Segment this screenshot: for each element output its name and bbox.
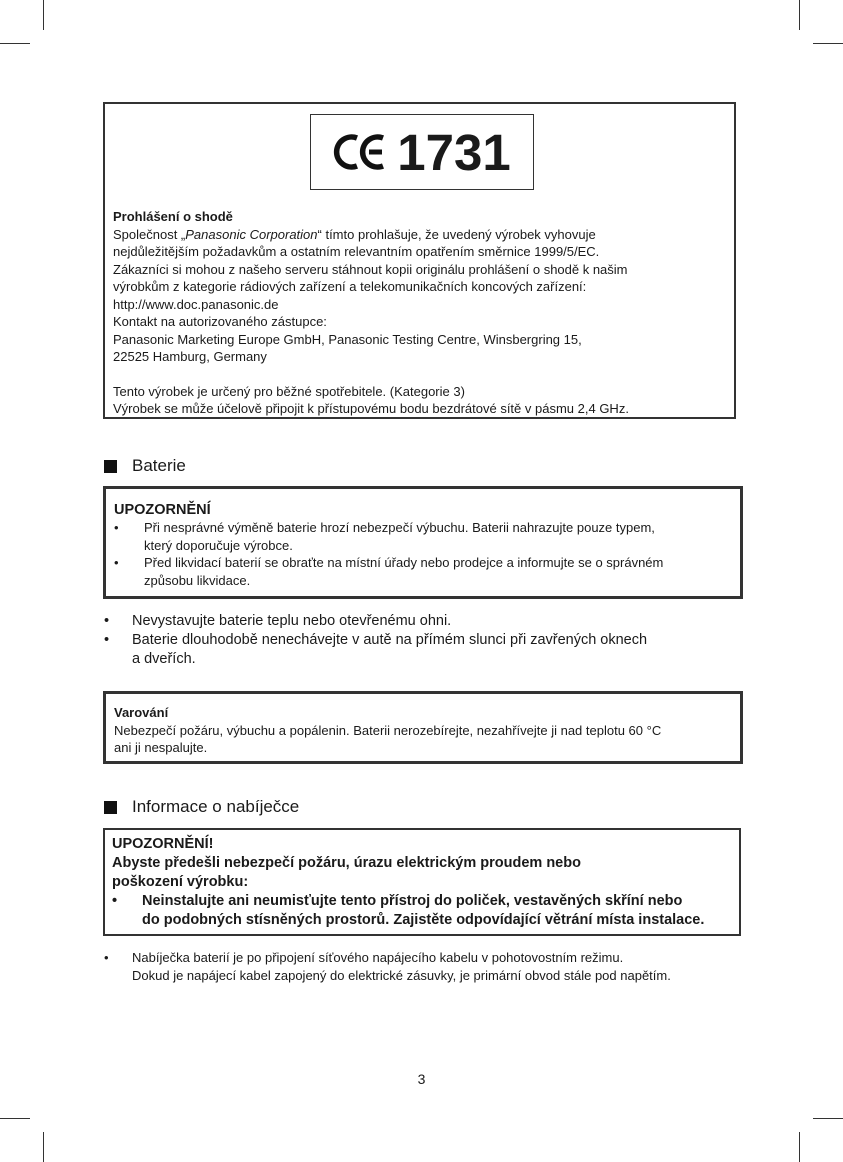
caution-title: UPOZORNĚNÍ (114, 502, 211, 518)
list-item: • Nevystavujte baterie teplu nebo otevřenému ohni. (104, 613, 452, 629)
crop-mark (813, 1118, 843, 1119)
caution-item: • Neinstalujte ani neumisťujte tento přístroj do poliček, vestavěných skříní nebo do podobných stísněných prostorů. Zajistěte odpovídající větrání místa instalace. (112, 893, 705, 928)
crop-mark (43, 1132, 44, 1162)
square-bullet-icon (104, 460, 117, 473)
charger-heading-text: Informace o nabíječce (132, 797, 300, 816)
warning-title: Varování (114, 705, 169, 720)
declaration-line: Společnost „Panasonic Corporation“ tímto prohlašuje, že uvedený výrobek vyhovuje (113, 226, 596, 242)
warning-line: Nebezpečí požáru, výbuchu a popálenin. Baterii nerozebírejte, nezahřívejte ji nad teplotu 60 °C (114, 722, 662, 738)
battery-heading (104, 456, 186, 476)
charger-caution-box (103, 828, 741, 936)
caution-item: • Při nesprávné výměně baterie hrozí nebezpečí výbuchu. Baterii nahrazujte pouze typem, který doporučuje výrobce. (114, 520, 655, 553)
declaration-line: Panasonic Marketing Europe GmbH, Panasonic Testing Centre, Winsbergring 15, (113, 331, 582, 347)
declaration-line: Výrobek se může účelově připojit k přístupovému bodu bezdrátové sítě v pásmu 2,4 GHz. (113, 401, 629, 416)
caution-line: Abyste předešli nebezpečí požáru, úrazu elektrickým proudem nebo (112, 855, 581, 871)
declaration-line: 22525 Hamburg, Germany (113, 349, 267, 364)
ce-marking (310, 114, 534, 190)
declaration-line: Zákazníci si mohou z našeho serveru stáhnout kopii originálu prohlášení o shodě k našim (113, 261, 628, 277)
caution-title: UPOZORNĚNÍ! (112, 836, 214, 852)
charger-heading (104, 797, 299, 817)
crop-mark (813, 43, 843, 44)
declaration-url: http://www.doc.panasonic.de (113, 296, 279, 312)
caution-line: poškození výrobku: (112, 874, 249, 890)
battery-warning-box (103, 691, 743, 764)
declaration-box (103, 102, 736, 419)
crop-mark (799, 0, 800, 30)
crop-mark (43, 0, 44, 30)
square-bullet-icon (104, 801, 117, 814)
charger-note (104, 949, 764, 985)
declaration-line: výrobkům z kategorie rádiových zařízení a telekomunikačních koncových zařízení: (113, 279, 587, 294)
list-item: • Baterie dlouhodobě nenechávejte v autě na přímém slunci při zavřených oknech a dveřích. (104, 632, 648, 667)
declaration-title: Prohlášení o shodě (113, 209, 233, 224)
ce-logo-icon (333, 132, 387, 172)
caution-item: • Před likvidací baterií se obraťte na místní úřady nebo prodejce a informujte se o správném způsobu likvidace. (114, 555, 664, 588)
battery-caution-box (103, 486, 743, 599)
notified-body-number: 1731 (397, 123, 511, 181)
battery-heading-text: Baterie (132, 456, 186, 475)
list-item: • Nabíječka baterií je po připojení síťového napájecího kabelu v pohotovostním režimu. Dokud je napájecí kabel zapojený do elektrické zásuvky, je primární obvod stále pod napětím. (104, 950, 671, 983)
battery-list (104, 612, 744, 669)
page-number: 3 (417, 1071, 426, 1087)
declaration-text (113, 208, 728, 418)
declaration-line: nejdůležitějším požadavkům a ostatním relevantním opatřením směrnice 1999/5/EC. (113, 244, 600, 259)
crop-mark (799, 1132, 800, 1162)
warning-line: ani ji nespalujte. (114, 740, 208, 755)
declaration-line: Tento výrobek je určený pro běžné spotřebitele. (Kategorie 3) (113, 383, 465, 399)
crop-mark (0, 1118, 30, 1119)
crop-mark (0, 43, 30, 44)
declaration-line: Kontakt na autorizovaného zástupce: (113, 314, 327, 329)
